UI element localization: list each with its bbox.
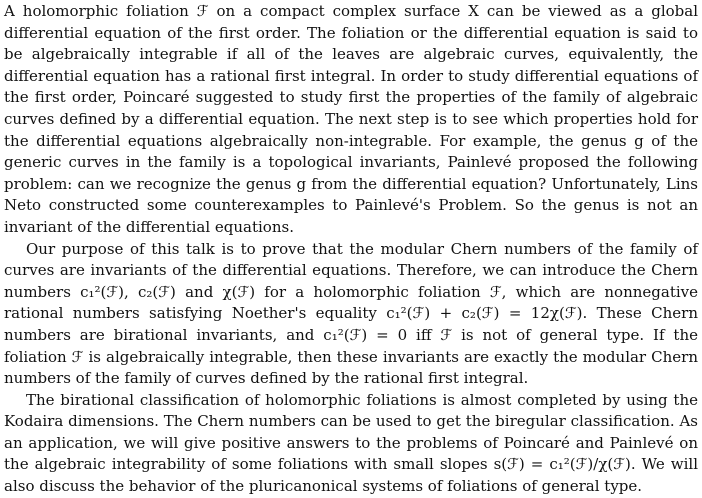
paragraph-2: Our purpose of this talk is to prove that the modular Chern numbers of the family of curves are invariants of the differential equations. Therefore, we can introduce the Chern numbers c₁²(ℱ), c₂(ℱ) and χ(ℱ) for a holomorphic foliation ℱ, which are nonnegative rational numbers satisfying Noether's equality c₁²(ℱ) + c₂(ℱ) = 12χ(ℱ). These Chern numbers are birational invariants, and c₁²(ℱ) = 0 iff ℱ is not of general type. If the foliation ℱ is algebraically integrable, then these invariants are exactly the modular Chern numbers of the family of curves defined by the rational first integral. xyxy=(4,239,698,388)
paragraph-3: The birational classification of holomorphic foliations is almost completed by using the Kodaira dimensions. The Chern numbers can be used to get the biregular classification. As an application, we will give positive answers to the problems of Poincaré and Painlevé on the algebraic integrability of some foliations with small slopes s(ℱ) = c₁²(ℱ)/χ(ℱ). We will also discuss the behavior of the pluricanonical systems of foliations of general type. xyxy=(4,390,698,496)
paragraph-1: A holomorphic foliation ℱ on a compact complex surface X can be viewed as a global differential equation of the first order. The foliation or the differential equation is said to be algebraically integrable if all of the leaves are algebraic curves, equivalently, the differential equation has a rational first integral. In order to study differential equations of the first order, Poincaré suggested to study first the properties of the family of algebraic curves defined by a differential equation. The next step is to see which properties hold for the differential equations algebraically non-integrable. For example, the genus g of the generic curves in the family is a topological invariants, Painlevé proposed the following problem: can we recognize the genus g from the differential equation? Unfortunately, Lins Neto constructed some counterexamples to Painlevé's Problem. So the genus is not an invariant of the differential equations. xyxy=(4,2,698,236)
